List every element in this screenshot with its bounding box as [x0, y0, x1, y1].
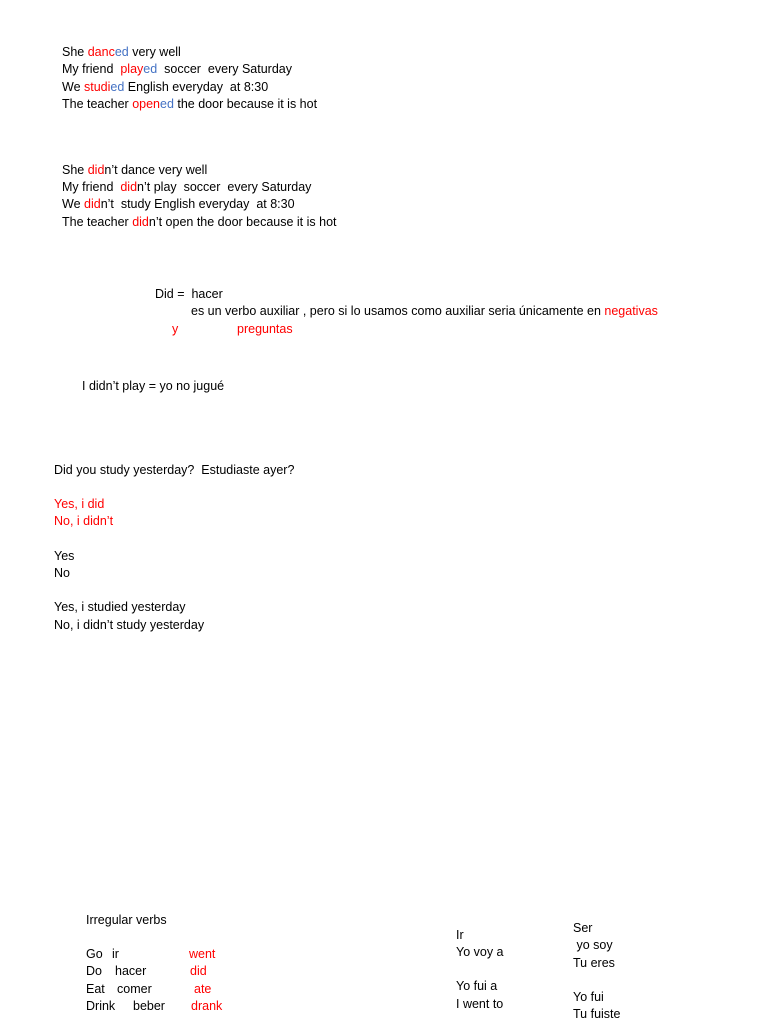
did-explanation: es un verbo auxiliar , pero si lo usamos como auxiliar seria únicamente en negativas — [191, 304, 658, 318]
verb-es: hacer — [115, 964, 147, 978]
verb-stem: open — [132, 97, 160, 111]
long-answer-yes: Yes, i studied yesterday — [54, 600, 186, 614]
verb-en: Go — [86, 947, 103, 961]
ser-note: Ser — [573, 921, 593, 935]
verb-past: drank — [191, 999, 223, 1013]
ser-note: Yo fui — [573, 990, 604, 1004]
did-auxiliary: did — [120, 180, 138, 194]
did-auxiliary: did — [132, 215, 149, 229]
short-answer-no: No, i didn’t — [54, 514, 114, 528]
short-answer-yes: Yes, i did — [54, 497, 105, 511]
affirmative-sentence-3: We studied English everyday at 8:30 — [62, 80, 269, 94]
did-auxiliary: did — [87, 163, 105, 177]
did-auxiliary: did — [84, 197, 101, 211]
verb-es: ir — [112, 947, 119, 961]
ir-note: Yo voy a — [456, 945, 504, 959]
ed-suffix: ed — [160, 97, 174, 111]
long-answer-no: No, i didn’t study yesterday — [54, 618, 205, 632]
did-definition: Did = hacer — [155, 287, 223, 301]
negative-sentence-4: The teacher didn’t open the door because it is hot — [62, 215, 337, 229]
ed-suffix: ed — [114, 45, 129, 59]
verb-en: Eat — [86, 982, 105, 996]
ir-note: I went to — [456, 997, 504, 1011]
ir-note: Yo fui a — [456, 979, 498, 993]
negative-example: I didn’t play = yo no jugué — [82, 379, 225, 393]
verb-past: ate — [194, 982, 212, 996]
verb-stem: play — [120, 62, 144, 76]
y-word: y — [172, 322, 179, 336]
affirmative-sentence-4: The teacher opened the door because it is hot — [62, 97, 318, 111]
question-line: Did you study yesterday? Estudiaste ayer? — [54, 463, 295, 477]
negative-sentence-1: She didn’t dance very well — [62, 163, 208, 177]
verb-stem: danc — [87, 45, 115, 59]
ed-suffix: ed — [110, 80, 125, 94]
affirmative-sentence-1: She danced very well — [62, 45, 181, 59]
ser-note: Tu fuiste — [573, 1007, 621, 1021]
verb-es: beber — [133, 999, 165, 1013]
no-word: No — [54, 566, 70, 580]
negative-sentence-3: We didn’t study English everyday at 8:30 — [62, 197, 295, 211]
ed-suffix: ed — [143, 62, 158, 76]
negative-sentence-2: My friend didn’t play soccer every Saturday — [62, 180, 312, 194]
verb-past: went — [189, 947, 216, 961]
preguntas-word: preguntas — [237, 322, 293, 336]
irregular-verbs-title: Irregular verbs — [86, 913, 167, 927]
affirmative-sentence-2: My friend played soccer every Saturday — [62, 62, 292, 76]
ir-note: Ir — [456, 928, 464, 942]
verb-es: comer — [117, 982, 152, 996]
verb-en: Drink — [86, 999, 116, 1013]
verb-past: did — [190, 964, 207, 978]
negativas-word: negativas — [604, 304, 658, 318]
verb-en: Do — [86, 964, 102, 978]
ser-note: Tu eres — [573, 956, 615, 970]
verb-stem: studi — [84, 80, 111, 94]
yes-word: Yes — [54, 549, 75, 563]
ser-note: yo soy — [573, 938, 613, 952]
